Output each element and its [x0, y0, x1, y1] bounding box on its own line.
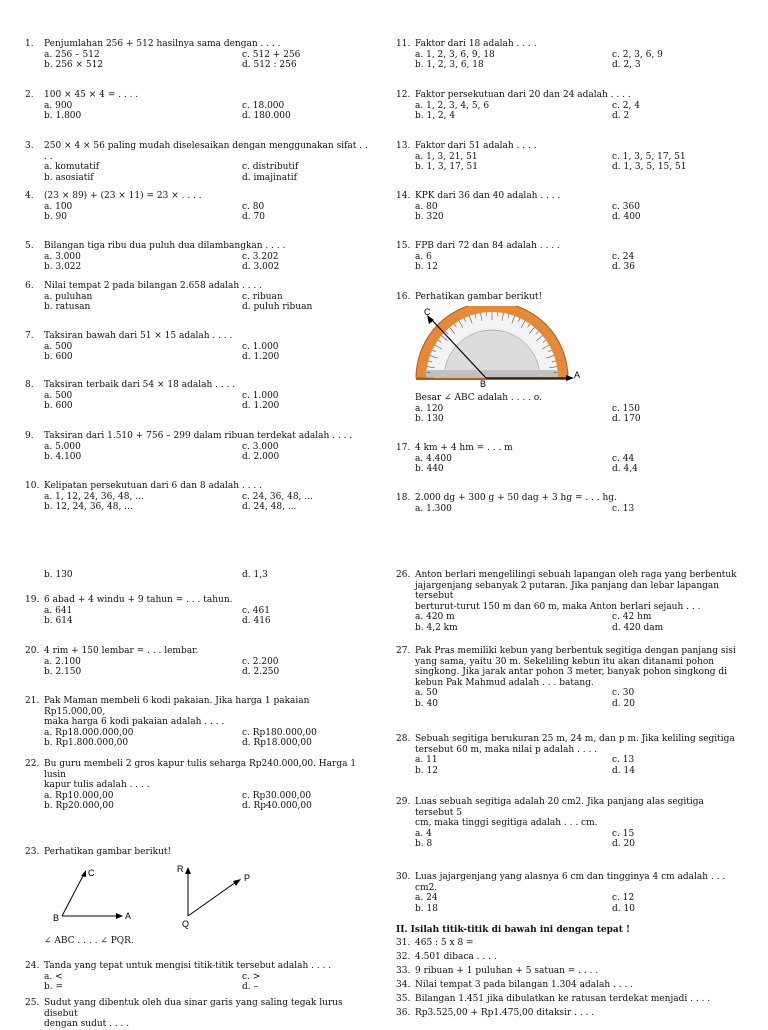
- option-a: a. 6: [415, 252, 432, 263]
- option-a: a. 1.300: [415, 504, 452, 515]
- option-a: a. 1, 3, 21, 51: [415, 152, 478, 163]
- question-number: 22.: [25, 759, 39, 770]
- option-b: b. 2.150: [44, 667, 81, 678]
- option-d: d. 2.250: [242, 667, 279, 678]
- question-text: Taksiran terbaik dari 54 × 18 adalah . . . .: [44, 380, 370, 391]
- question-number: 20.: [25, 646, 39, 657]
- question-number: 24.: [25, 961, 39, 972]
- label-c: C: [424, 307, 431, 317]
- question-16: [396, 292, 744, 303]
- question-14: [396, 191, 744, 223]
- question-text: Luas jajargenjang yang alasnya 6 cm dan tingginya 4 cm adalah . . . cm2.: [415, 872, 744, 893]
- question-4: [25, 191, 370, 223]
- option-a: a. puluhan: [44, 292, 92, 303]
- option-c: c. 44: [612, 454, 634, 465]
- label-q: Q: [182, 919, 189, 929]
- option-d: d. 3.002: [242, 262, 279, 273]
- question-18-continued: [25, 570, 370, 581]
- question-number: 17.: [396, 443, 410, 454]
- question-text: Sebuah segitiga berukuran 25 m, 24 m, dan p m. Jika keliling segitiga: [415, 734, 744, 745]
- question-text: Faktor dari 18 adalah . . . .: [415, 39, 744, 50]
- question-text: Pak Maman membeli 6 kodi pakaian. Jika harga 1 pakaian Rp15.000,00,: [44, 696, 370, 717]
- question-number: 2.: [25, 90, 34, 101]
- option-b: b. asosiatif: [44, 173, 94, 184]
- option-d: d. 180.000: [242, 111, 291, 122]
- option-a: a. 900: [44, 101, 72, 112]
- option-d: d. 20: [612, 699, 635, 710]
- question-30: [396, 872, 744, 914]
- option-a: a. 500: [44, 342, 72, 353]
- option-b: b. Rp1.800.000,00: [44, 738, 128, 749]
- essay-item-31: [396, 938, 744, 949]
- item-text: Nilai tempat 3 pada bilangan 1.304 adalah . . . .: [415, 980, 744, 991]
- question-number: 15.: [396, 241, 410, 252]
- question-text: Perhatikan gambar berikut!: [44, 847, 370, 858]
- question-number: 4.: [25, 191, 34, 202]
- question-23-prompt: [25, 936, 370, 947]
- option-b: b. 130: [415, 414, 444, 425]
- option-b: b. Rp20.000,00: [44, 801, 114, 812]
- label-a: A: [125, 911, 131, 921]
- question-2: [25, 90, 370, 122]
- item-number: 33.: [396, 966, 410, 977]
- option-b: b. 18: [415, 904, 438, 915]
- item-text: 4.501 dibaca . . . .: [415, 952, 744, 963]
- question-text-line-4: kebun Pak Mahmud adalah . . . batang.: [415, 678, 744, 689]
- option-d: d. 2.000: [242, 452, 279, 463]
- option-a: a. 50: [415, 688, 438, 699]
- option-d: d. puluh ribuan: [242, 302, 312, 313]
- question-11: [396, 39, 744, 71]
- option-b: b. 1.800: [44, 111, 81, 122]
- option-d: d. Rp40.000,00: [242, 801, 312, 812]
- option-b: b. 90: [44, 212, 67, 223]
- item-text: Rp3.525,00 + Rp1.475,00 ditaksir . . . .: [415, 1008, 744, 1019]
- item-number: 34.: [396, 980, 410, 991]
- option-c: c. 3.000: [242, 442, 279, 453]
- option-d: d. 14: [612, 766, 635, 777]
- option-d: d. 4,4: [612, 464, 638, 475]
- question-number: 19.: [25, 595, 39, 606]
- option-d: d. 2, 3: [612, 60, 641, 71]
- option-a: a. 4.400: [415, 454, 452, 465]
- question-9: [25, 431, 370, 463]
- option-d: d. 170: [612, 414, 641, 425]
- question-number: 3.: [25, 141, 34, 152]
- option-d: d. 512 : 256: [242, 60, 297, 71]
- question-number: 18.: [396, 493, 410, 504]
- essay-item-33: [396, 966, 744, 977]
- option-d: d. 36: [612, 262, 635, 273]
- question-text: (23 × 89) + (23 × 11) = 23 × . . . .: [44, 191, 370, 202]
- option-b: b. 1, 3, 17, 51: [415, 162, 478, 173]
- option-a: a. Rp18.000.000,00: [44, 728, 133, 739]
- question-text-line-2: kapur tulis adalah . . . .: [44, 780, 370, 791]
- question-text-line-2: cm, maka tinggi segitiga adalah . . . cm.: [415, 818, 744, 829]
- option-a: a. 500: [44, 391, 72, 402]
- option-c: c. 24: [612, 252, 634, 263]
- label-a: A: [574, 370, 580, 380]
- option-c: c. distributif: [242, 162, 298, 173]
- question-text: Faktor persekutuan dari 20 dan 24 adalah . . . .: [415, 90, 744, 101]
- question-text: Anton berlari mengelilingi sebuah lapangan oleh raga yang berbentuk: [415, 570, 744, 581]
- option-d: d. 24, 48, ...: [242, 502, 296, 513]
- question-text: 6 abad + 4 windu + 9 tahun = . . . tahun.: [44, 595, 370, 606]
- option-d: d. 420 dam: [612, 623, 663, 634]
- question-text: Luas sebuah segitiga adalah 20 cm2. Jika panjang alas segitiga tersebut 5: [415, 797, 744, 818]
- question-22: [25, 759, 370, 812]
- option-d: d. 70: [242, 212, 265, 223]
- option-c: c. 3.202: [242, 252, 279, 263]
- option-a: a. 420 m: [415, 612, 455, 623]
- question-text: 4 km + 4 hm = . . . m: [415, 443, 744, 454]
- option-c: c. Rp30.000,00: [242, 791, 311, 802]
- option-a: a. 256 – 512: [44, 50, 100, 61]
- question-1: [25, 39, 370, 71]
- option-c: c. 1, 3, 5, 17, 51: [612, 152, 686, 163]
- option-c: c. 2, 4: [612, 101, 640, 112]
- question-17: [396, 443, 744, 475]
- option-a: a. 120: [415, 404, 443, 415]
- question-text: Besar ∠ ABC adalah . . . . o.: [415, 393, 744, 404]
- question-23: [25, 847, 370, 858]
- label-b: B: [480, 379, 486, 388]
- question-text: 4 rim + 150 lembar = . . . lembar.: [44, 646, 370, 657]
- question-number: 29.: [396, 797, 410, 808]
- ray-bc: [62, 874, 84, 916]
- angle-pqr-figure: [174, 860, 264, 930]
- question-29: [396, 797, 744, 850]
- option-c: c. 2.200: [242, 657, 279, 668]
- option-c: c. 512 + 256: [242, 50, 300, 61]
- question-number: 26.: [396, 570, 410, 581]
- option-d: d. 1.200: [242, 352, 279, 363]
- question-text-line-3: berturut-turut 150 m dan 60 m, maka Anton berlari sejauh . . .: [415, 602, 744, 613]
- arrow-p: [233, 879, 241, 886]
- option-d: d. imajinatif: [242, 173, 297, 184]
- option-a: a. 100: [44, 202, 72, 213]
- question-3: [25, 141, 370, 183]
- label-p: P: [244, 873, 250, 883]
- angle-abc-figure: [50, 862, 140, 928]
- question-number: 16.: [396, 292, 410, 303]
- question-number: 30.: [396, 872, 410, 883]
- essay-item-36: [396, 1008, 744, 1019]
- question-15: [396, 241, 744, 273]
- question-text: Pak Pras memiliki kebun yang berbentuk segitiga dengan panjang sisi: [415, 646, 744, 657]
- option-c: c. 42 hm: [612, 612, 651, 623]
- option-b: b. 12: [415, 766, 438, 777]
- option-d: d. 416: [242, 616, 271, 627]
- option-a: a. <: [44, 972, 63, 983]
- option-a: a. 2.100: [44, 657, 81, 668]
- option-d: d. 10: [612, 904, 635, 915]
- question-text: Taksiran dari 1.510 + 756 – 299 dalam ribuan terdekat adalah . . . .: [44, 431, 370, 442]
- essay-item-34: [396, 980, 744, 991]
- option-c: c. 12: [612, 893, 634, 904]
- question-text: Bilangan tiga ribu dua puluh dua dilambangkan . . . .: [44, 241, 370, 252]
- option-b: b. 4.100: [44, 452, 81, 463]
- question-10: [25, 481, 370, 513]
- option-a: a. 80: [415, 202, 438, 213]
- question-text: Bu guru membeli 2 gros kapur tulis seharga Rp240.000,00. Harga 1 lusin: [44, 759, 370, 780]
- item-number: 35.: [396, 994, 410, 1005]
- question-12: [396, 90, 744, 122]
- arrow-c: [81, 870, 86, 877]
- question-5: [25, 241, 370, 273]
- item-text: 9 ribuan + 1 puluhan + 5 satuan = . . . .: [415, 966, 744, 977]
- question-number: 27.: [396, 646, 410, 657]
- question-text: Sudut yang dibentuk oleh dua sinar garis yang saling tegak lurus disebut: [44, 998, 370, 1019]
- item-number: 36.: [396, 1008, 410, 1019]
- option-c: c. 24, 36, 48, ...: [242, 492, 313, 503]
- question-text-line-2: maka harga 6 kodi pakaian adalah . . . .: [44, 717, 370, 728]
- option-a: a. komutatif: [44, 162, 99, 173]
- item-text: 465 : 5 x 8 =: [415, 938, 744, 949]
- question-number: 9.: [25, 431, 34, 442]
- question-number: 28.: [396, 734, 410, 745]
- option-d: d. 400: [612, 212, 641, 223]
- question-text: ∠ ABC . . . . ∠ PQR.: [44, 936, 370, 947]
- option-d: d. Rp18.000,00: [242, 738, 312, 749]
- option-c: c. 18.000: [242, 101, 284, 112]
- question-13: [396, 141, 744, 173]
- option-b: b. 600: [44, 401, 73, 412]
- option-d: d. 1, 3, 5, 15, 51: [612, 162, 686, 173]
- label-b: B: [53, 913, 59, 923]
- option-b: b. 256 × 512: [44, 60, 103, 71]
- question-text: Faktor dari 51 adalah . . . .: [415, 141, 744, 152]
- label-r: R: [177, 864, 184, 874]
- question-text-line-2: jajargenjang sebanyak 2 putaran. Jika panjang dan lebar lapangan tersebut: [415, 581, 744, 602]
- option-b: b. 130: [44, 570, 73, 581]
- question-number: 1.: [25, 39, 34, 50]
- question-number: 7.: [25, 331, 34, 342]
- option-a: a. 1, 12, 24, 36, 48, ...: [44, 492, 144, 503]
- option-b: b. 4,2 km: [415, 623, 458, 634]
- question-text: KPK dari 36 dan 40 adalah . . . .: [415, 191, 744, 202]
- option-c: c. >: [242, 972, 260, 983]
- question-7: [25, 331, 370, 363]
- option-c: c. 15: [612, 829, 634, 840]
- section-2-title: II. Isilah titik-titik di bawah ini dengan tepat !: [396, 925, 630, 935]
- question-text: Penjumlahan 256 + 512 hasilnya sama dengan . . . .: [44, 39, 370, 50]
- option-c: c. 1.000: [242, 342, 279, 353]
- question-text: 250 × 4 × 56 paling mudah diselesaikan dengan menggunakan sifat . . . .: [44, 141, 370, 162]
- option-b: b. 8: [415, 839, 432, 850]
- protractor: [416, 306, 568, 380]
- question-number: 10.: [25, 481, 39, 492]
- question-text: Nilai tempat 2 pada bilangan 2.658 adalah . . . .: [44, 281, 370, 292]
- option-d: d. 2: [612, 111, 629, 122]
- question-text-line-2: yang sama, yaitu 30 m. Sekeliling kebun itu akan ditanami pohon: [415, 657, 744, 668]
- option-c: c. 461: [242, 606, 270, 617]
- option-b: b. 40: [415, 699, 438, 710]
- question-number: 11.: [396, 39, 410, 50]
- option-a: a. 11: [415, 755, 438, 766]
- arrow-r: [185, 867, 191, 874]
- item-text: Bilangan 1.451 jika dibulatkan ke ratusan terdekat menjadi . . . .: [415, 994, 744, 1005]
- option-b: b. 12: [415, 262, 438, 273]
- option-b: b. =: [44, 982, 63, 993]
- essay-item-35: [396, 994, 744, 1005]
- option-b: b. 1, 2, 4: [415, 111, 455, 122]
- option-b: b. 600: [44, 352, 73, 363]
- arrow-a: [116, 913, 123, 919]
- question-24: [25, 961, 370, 993]
- option-c: c. 80: [242, 202, 264, 213]
- option-b: b. ratusan: [44, 302, 90, 313]
- essay-item-32: [396, 952, 744, 963]
- option-b: b. 614: [44, 616, 73, 627]
- question-text-line-3: singkong. Jika jarak antar pohon 3 meter, banyak pohon singkong di: [415, 667, 744, 678]
- option-c: c. 13: [612, 755, 634, 766]
- question-21: [25, 696, 370, 749]
- question-text: FPB dari 72 dan 84 adalah . . . .: [415, 241, 744, 252]
- option-b: b. 440: [415, 464, 444, 475]
- option-d: d. 20: [612, 839, 635, 850]
- question-number: 5.: [25, 241, 34, 252]
- option-c: c. 1.000: [242, 391, 279, 402]
- question-16-prompt: [396, 393, 744, 425]
- ray-qp: [188, 882, 236, 916]
- option-a: a. 3.000: [44, 252, 81, 263]
- option-c: c. 150: [612, 404, 640, 415]
- question-text: 2.000 dg + 300 g + 50 dag + 3 hg = . . . hg.: [415, 493, 744, 504]
- question-8: [25, 380, 370, 412]
- question-number: 12.: [396, 90, 410, 101]
- question-26: [396, 570, 744, 633]
- option-c: c. 13: [612, 504, 634, 515]
- question-number: 21.: [25, 696, 39, 707]
- option-c: c. 30: [612, 688, 634, 699]
- option-b: b. 12, 24, 36, 48, ...: [44, 502, 133, 513]
- option-a: a. 1, 2, 3, 6, 9, 18: [415, 50, 495, 61]
- item-number: 31.: [396, 938, 410, 949]
- option-d: d. –: [242, 982, 258, 993]
- option-c: c. 2, 3, 6, 9: [612, 50, 663, 61]
- option-b: b. 3.022: [44, 262, 81, 273]
- option-c: c. ribuan: [242, 292, 283, 303]
- option-a: a. 641: [44, 606, 72, 617]
- question-19: [25, 595, 370, 627]
- question-text: Taksiran bawah dari 51 × 15 adalah . . . .: [44, 331, 370, 342]
- option-c: c. 360: [612, 202, 640, 213]
- question-text-line-2: tersebut 60 m, maka nilai p adalah . . . .: [415, 745, 744, 756]
- question-28: [396, 734, 744, 776]
- question-number: 13.: [396, 141, 410, 152]
- question-6: [25, 281, 370, 313]
- question-text: Perhatikan gambar berikut!: [415, 292, 744, 303]
- option-c: c. Rp180.000,00: [242, 728, 317, 739]
- option-d: d. 1.200: [242, 401, 279, 412]
- option-b: b. 320: [415, 212, 444, 223]
- option-a: a. 4: [415, 829, 432, 840]
- question-number: 23.: [25, 847, 39, 858]
- question-text: 100 × 45 × 4 = . . . .: [44, 90, 370, 101]
- option-a: a. 1, 2, 3, 4, 5, 6: [415, 101, 489, 112]
- question-25: [25, 998, 370, 1030]
- question-27: [396, 646, 744, 709]
- question-number: 25.: [25, 998, 39, 1009]
- option-a: a. 5.000: [44, 442, 81, 453]
- question-20: [25, 646, 370, 678]
- option-d: d. 1,3: [242, 570, 268, 581]
- option-a: a. Rp10.000,00: [44, 791, 113, 802]
- option-b: b. 1, 2, 3, 6, 18: [415, 60, 484, 71]
- item-number: 32.: [396, 952, 410, 963]
- arrow-a: [566, 375, 574, 381]
- question-text: Kelipatan persekutuan dari 6 dan 8 adalah . . . .: [44, 481, 370, 492]
- label-c: C: [88, 868, 95, 878]
- question-number: 14.: [396, 191, 410, 202]
- question-number: 6.: [25, 281, 34, 292]
- question-18: [396, 493, 744, 514]
- question-text: Tanda yang tepat untuk mengisi titik-titik tersebut adalah . . . .: [44, 961, 370, 972]
- question-number: 8.: [25, 380, 34, 391]
- protractor-figure: [414, 306, 590, 388]
- question-text-line-2: dengan sudut . . . .: [44, 1019, 370, 1030]
- option-a: a. 24: [415, 893, 438, 904]
